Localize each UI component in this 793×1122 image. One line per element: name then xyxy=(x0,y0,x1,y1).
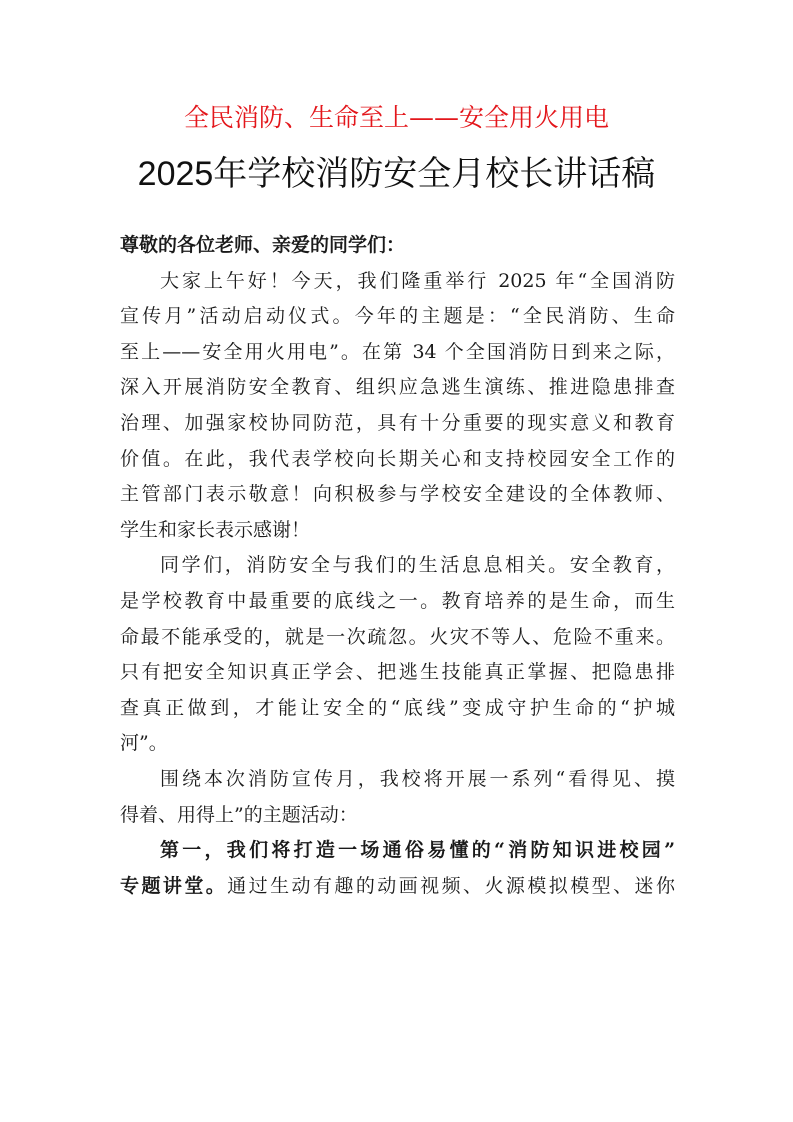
paragraph-line: 深入开展消防安全教育、组织应急逃生演练、推进隐患排查 xyxy=(120,376,675,399)
bold-lead: 专题讲堂。 xyxy=(120,874,228,897)
paragraph-line: 围绕本次消防宣传月，我校将开展一系列“看得见、摸 xyxy=(160,767,675,790)
paragraph-4 xyxy=(120,833,675,904)
paragraph-line: 命最不能承受的，就是一次疏忽。火灾不等人、危险不重来。 xyxy=(120,625,675,648)
paragraph-line-bold: 第一，我们将打造一场通俗易懂的“消防知识进校园” xyxy=(160,839,675,862)
paragraph-line: 至上——安全用火用电”。在第 34 个全国消防日到来之际， xyxy=(120,340,675,363)
line-text: 通过生动有趣的动画视频、火源模拟模型、迷你 xyxy=(227,874,675,897)
paragraph-line xyxy=(120,869,675,905)
paragraph-line: 大家上午好！今天，我们隆重举行 2025 年“全国消防 xyxy=(160,269,675,292)
document-subtitle: 全民消防、生命至上——安全用火用电 xyxy=(183,103,609,132)
paragraph-line: 同学们，消防安全与我们的生活息息相关。安全教育， xyxy=(160,554,675,577)
paragraph-line: 学生和家长表示感谢！ xyxy=(120,518,311,541)
document-title: 2025年学校消防安全月校长讲话稿 xyxy=(137,155,656,193)
paragraph-line: 只有把安全知识真正学会、把逃生技能真正掌握、把隐患排 xyxy=(120,661,675,684)
paragraph-line: 宣传月”活动启动仪式。今年的主题是：“全民消防、生命 xyxy=(120,305,675,328)
salutation: 尊敬的各位老师、亲爱的同学们： xyxy=(120,234,406,256)
paragraph-line: 得着、用得上”的主题活动： xyxy=(120,803,358,826)
paragraph-2 xyxy=(120,548,675,762)
paragraph-3 xyxy=(120,762,675,833)
paragraph-line: 是学校教育中最重要的底线之一。教育培养的是生命，而生 xyxy=(120,589,675,612)
paragraph-line: 查真正做到，才能让安全的“底线”变成守护生命的“护城 xyxy=(120,696,675,719)
document-body xyxy=(120,228,675,904)
paragraph-line: 价值。在此，我代表学校向长期关心和支持校园安全工作的 xyxy=(120,447,675,470)
paragraph-line: 治理、加强家校协同防范，具有十分重要的现实意义和教育 xyxy=(120,411,675,434)
paragraph-1 xyxy=(120,264,675,549)
paragraph-line: 河”。 xyxy=(120,732,168,755)
paragraph-line: 主管部门表示敬意！向积极参与学校安全建设的全体教师、 xyxy=(120,483,675,506)
